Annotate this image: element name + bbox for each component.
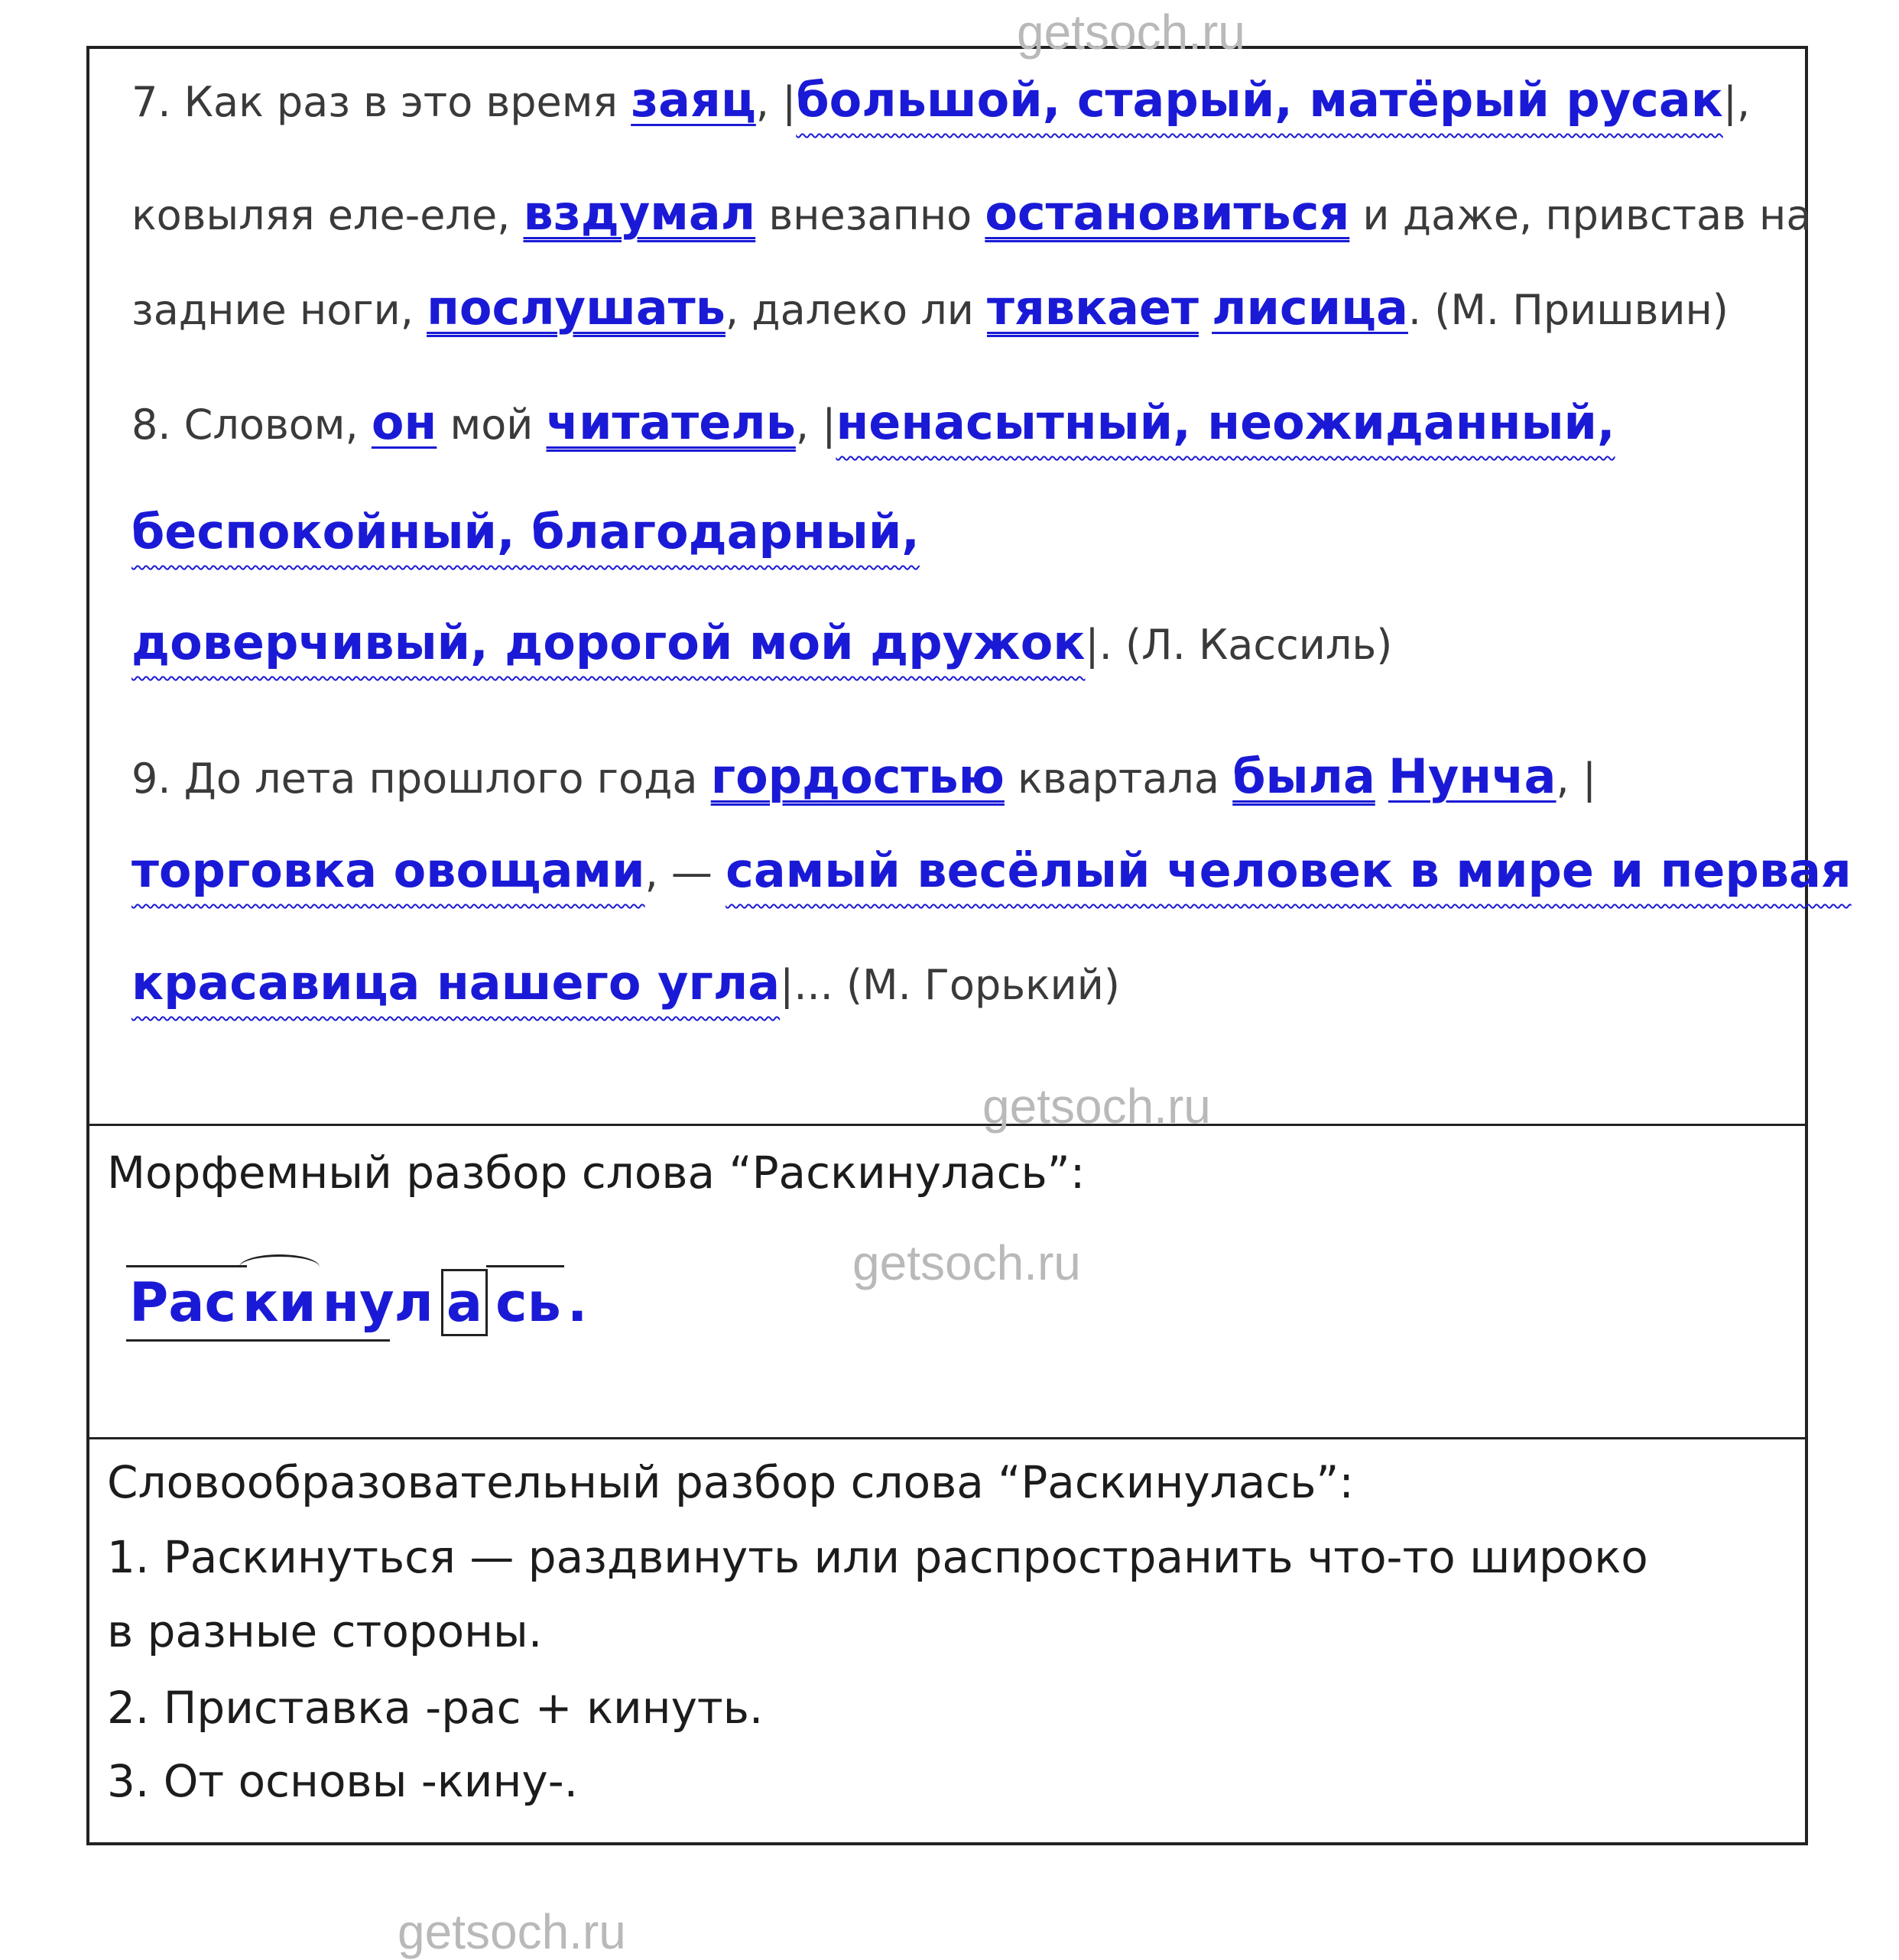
appositive: торговка овощами bbox=[131, 842, 645, 898]
morpheme-diagram bbox=[126, 1269, 590, 1336]
derivational-line: 3. От основы -кину-. bbox=[107, 1755, 579, 1807]
derivational-line: в разные стороны. bbox=[107, 1605, 543, 1657]
appositive: ненасытный, неожиданный, bbox=[836, 394, 1615, 450]
sentence-line bbox=[131, 615, 1393, 670]
watermark: getsoch.ru bbox=[1017, 5, 1245, 60]
text: , | bbox=[1556, 754, 1597, 803]
subject: Нунча bbox=[1388, 748, 1557, 804]
postfix: сь bbox=[492, 1271, 564, 1334]
text: внезапно bbox=[755, 191, 985, 239]
watermark: getsoch.ru bbox=[852, 1235, 1081, 1290]
appositive: большой, старый, матёрый русак bbox=[796, 72, 1723, 128]
text bbox=[1375, 754, 1388, 803]
text: 7. Как раз в это время bbox=[131, 78, 631, 126]
divider bbox=[86, 1124, 1808, 1126]
sentence-line bbox=[131, 394, 1615, 450]
derivational-line: 1. Раскинуться — раздвинуть или распространить что-то широко bbox=[107, 1531, 1648, 1583]
text: |... (М. Горький) bbox=[780, 961, 1120, 1009]
predicate: была bbox=[1232, 748, 1375, 804]
predicate: послушать bbox=[427, 280, 726, 336]
sentence-line bbox=[131, 280, 1729, 336]
suffix: нул bbox=[322, 1271, 433, 1334]
text: 8. Словом, bbox=[131, 401, 372, 449]
predicate: вздумал bbox=[523, 185, 756, 241]
text: |. (Л. Кассиль) bbox=[1085, 621, 1393, 669]
divider bbox=[86, 1437, 1808, 1439]
sentence-line bbox=[131, 748, 1597, 804]
watermark: getsoch.ru bbox=[398, 1904, 626, 1959]
text: , | bbox=[755, 78, 797, 126]
sentence-line bbox=[131, 185, 1812, 241]
sentence-line bbox=[131, 504, 920, 560]
text: , далеко ли bbox=[725, 286, 988, 334]
text: квартала bbox=[1004, 754, 1233, 803]
period: . bbox=[566, 1271, 588, 1334]
subject: он bbox=[371, 394, 437, 450]
sentence-line bbox=[131, 842, 1852, 898]
text: . (М. Пришвин) bbox=[1407, 286, 1729, 334]
prefix: Рас bbox=[126, 1271, 239, 1334]
root: ки bbox=[239, 1271, 320, 1334]
sentence-line bbox=[131, 955, 1120, 1011]
text bbox=[1199, 286, 1212, 334]
word-base-line bbox=[126, 1339, 390, 1342]
appositive: красавица нашего угла bbox=[131, 955, 781, 1011]
ending: а bbox=[441, 1269, 488, 1336]
predicate: гордостью bbox=[710, 748, 1005, 804]
appositive: доверчивый, дорогой мой дружок bbox=[131, 615, 1086, 670]
derivational-title: Словообразовательный разбор слова “Раскинулась”: bbox=[107, 1456, 1354, 1508]
text: , | bbox=[795, 401, 836, 449]
subject: лисица bbox=[1212, 280, 1408, 336]
derivational-line: 2. Приставка -рас + кинуть. bbox=[107, 1682, 764, 1734]
sentence-line bbox=[131, 72, 1751, 128]
appositive: самый весёлый человек в мире и первая bbox=[726, 842, 1852, 898]
text: |, bbox=[1722, 78, 1751, 126]
predicate: тявкает bbox=[987, 280, 1199, 336]
subject: заяц bbox=[631, 72, 756, 128]
text: ковыляя еле-еле, bbox=[131, 191, 524, 239]
text: мой bbox=[437, 401, 547, 449]
watermark: getsoch.ru bbox=[982, 1079, 1211, 1134]
text: и даже, привстав на bbox=[1349, 191, 1812, 239]
text: 9. До лета прошлого года bbox=[131, 754, 711, 803]
morphemic-title: Морфемный разбор слова “Раскинулась”: bbox=[107, 1147, 1086, 1199]
text: задние ноги, bbox=[131, 286, 427, 334]
text: , — bbox=[644, 849, 726, 897]
appositive: беспокойный, благодарный, bbox=[131, 504, 920, 560]
predicate: остановиться bbox=[985, 185, 1350, 241]
predicate: читатель bbox=[546, 394, 796, 450]
